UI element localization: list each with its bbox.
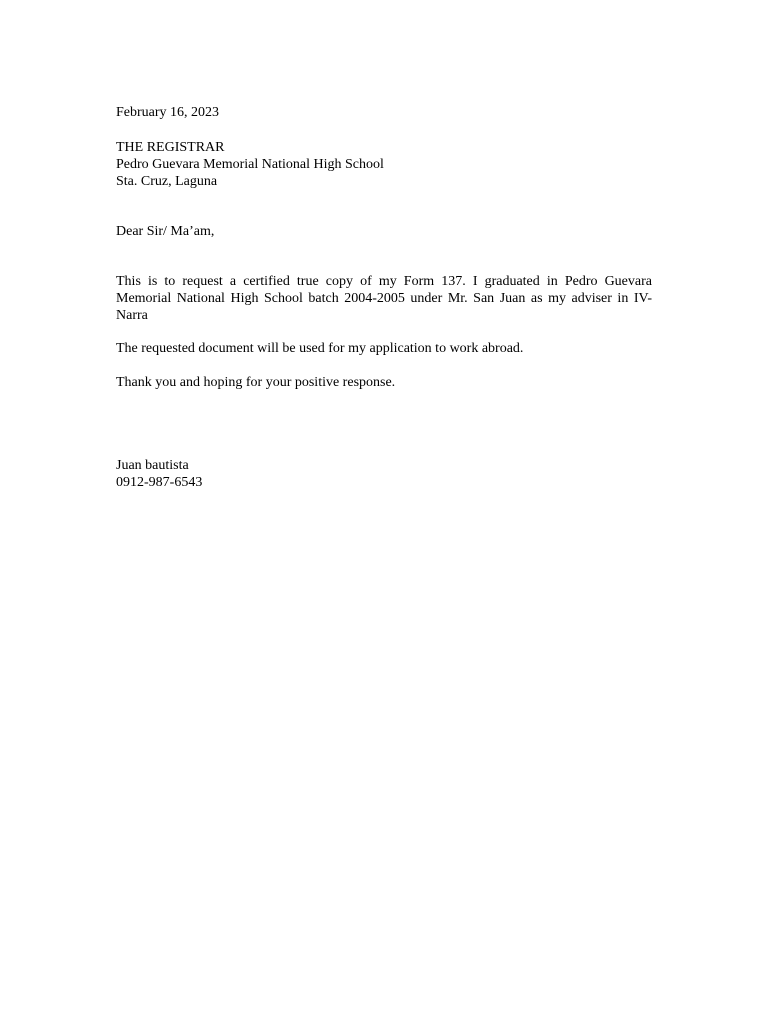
- signature-name: Juan bautista: [116, 458, 189, 473]
- recipient-address: Sta. Cruz, Laguna: [116, 174, 218, 189]
- salutation-text: Dear Sir/ Ma’am,: [116, 224, 215, 239]
- signature-block: [116, 457, 652, 491]
- signature-phone: 0912-987-6543: [116, 475, 203, 490]
- recipient-title: THE REGISTRAR: [116, 140, 225, 155]
- salutation: [116, 223, 652, 240]
- letter-date: [116, 104, 652, 121]
- body-paragraph-3: Thank you and hoping for your positive response.: [116, 375, 396, 390]
- recipient-block: [116, 139, 652, 190]
- body-paragraph-2: The requested document will be used for my application to work abroad.: [116, 341, 524, 356]
- body-paragraph-1: This is to request a certified true copy of my Form 137. I graduated in Pedro Guevara Memorial National High School batch 2004-2005 under Mr. San Juan as my adviser in IV- Narra: [116, 274, 652, 323]
- recipient-school: Pedro Guevara Memorial National High School: [116, 157, 384, 172]
- date-text: February 16, 2023: [116, 105, 220, 120]
